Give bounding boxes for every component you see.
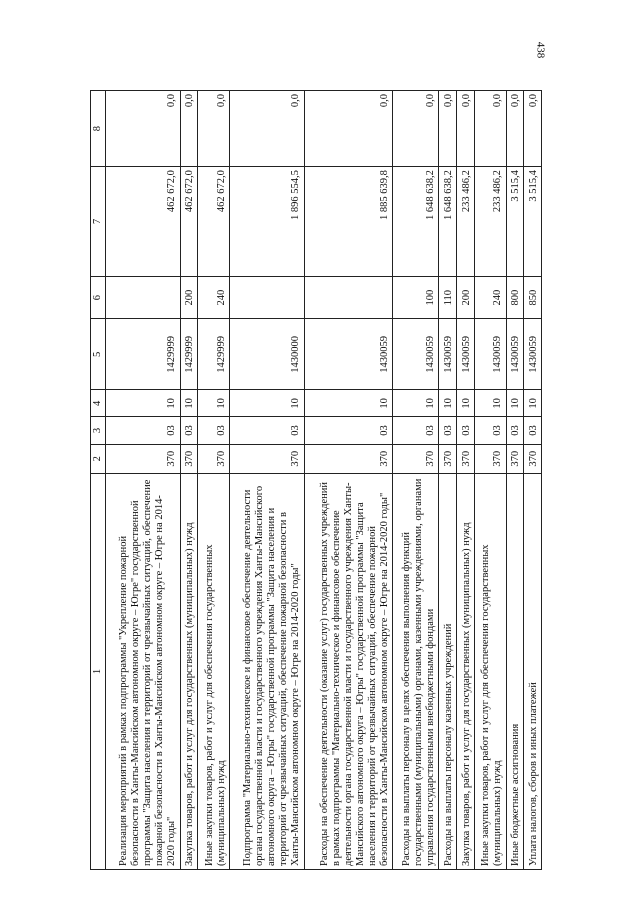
col-header: 7 [91,167,106,277]
cell-amount: 1 648 638,2 [393,167,439,277]
cell-expense-type: 100 [393,276,439,319]
cell-target-article: 1430059 [304,319,393,390]
cell-amount: 462 672,0 [180,167,198,277]
cell-target-article: 1429999 [198,319,230,390]
cell-amount: 3 515,4 [524,167,542,277]
cell-amount: 1 896 554,5 [230,167,304,277]
cell-section: 03 [506,417,524,444]
table-row [106,91,180,870]
cell-subsection: 10 [106,390,180,417]
table-row [180,91,198,870]
cell-expense-type: 850 [524,276,542,319]
cell-amount: 462 672,0 [106,167,180,277]
cell-target-article: 1430000 [230,319,304,390]
cell-target-article: 1430059 [439,319,457,390]
table-row [456,91,474,870]
cell-target-article: 1429999 [180,319,198,390]
budget-table [90,90,542,870]
col-header: 3 [91,417,106,444]
cell-section: 03 [393,417,439,444]
cell-section: 03 [456,417,474,444]
cell-expense-type: 800 [506,276,524,319]
cell-subsection: 10 [304,390,393,417]
cell-admin-code: 370 [180,444,198,473]
cell-subsection: 10 [439,390,457,417]
cell-amount-2: 0,0 [198,91,230,167]
cell-expense-type: 200 [180,276,198,319]
cell-target-article: 1429999 [106,319,180,390]
cell-subsection: 10 [474,390,506,417]
cell-amount: 1 648 638,2 [439,167,457,277]
col-header: 6 [91,276,106,319]
cell-target-article: 1430059 [474,319,506,390]
budget-table-container [90,90,542,870]
cell-admin-code: 370 [230,444,304,473]
cell-subsection: 10 [506,390,524,417]
cell-amount-2: 0,0 [456,91,474,167]
cell-expense-type: 200 [456,276,474,319]
cell-section: 03 [198,417,230,444]
table-row [198,91,230,870]
row-description: Иные закупки товаров, работ и услуг для обеспечения государственных (муниципальных) нужд [198,473,230,869]
cell-admin-code: 370 [198,444,230,473]
row-description: Уплата налогов, сборов и иных платежей [524,473,542,869]
cell-admin-code: 370 [439,444,457,473]
cell-section: 03 [524,417,542,444]
cell-amount-2: 0,0 [180,91,198,167]
cell-target-article: 1430059 [524,319,542,390]
cell-target-article: 1430059 [506,319,524,390]
cell-subsection: 10 [198,390,230,417]
row-description: Расходы на выплаты персоналу казенных учреждений [439,473,457,869]
cell-section: 03 [230,417,304,444]
cell-target-article: 1430059 [393,319,439,390]
cell-subsection: 10 [393,390,439,417]
cell-subsection: 10 [180,390,198,417]
cell-section: 03 [180,417,198,444]
cell-admin-code: 370 [474,444,506,473]
cell-amount-2: 0,0 [439,91,457,167]
cell-section: 03 [439,417,457,444]
table-row [230,91,304,870]
col-header: 4 [91,390,106,417]
cell-amount-2: 0,0 [304,91,393,167]
row-description: Иные бюджетные ассигнования [506,473,524,869]
cell-amount-2: 0,0 [506,91,524,167]
table-row [474,91,506,870]
cell-amount: 233 486,2 [474,167,506,277]
cell-amount-2: 0,0 [474,91,506,167]
cell-section: 03 [304,417,393,444]
page-number: 438 [533,41,546,59]
table-row [506,91,524,870]
row-description: Закупка товаров, работ и услуг для государственных (муниципальных) нужд [180,473,198,869]
table-row [439,91,457,870]
cell-admin-code: 370 [524,444,542,473]
cell-section: 03 [106,417,180,444]
cell-amount: 462 672,0 [198,167,230,277]
cell-expense-type [230,276,304,319]
cell-expense-type: 240 [198,276,230,319]
cell-subsection: 10 [456,390,474,417]
table-row [304,91,393,870]
cell-subsection: 10 [524,390,542,417]
cell-admin-code: 370 [106,444,180,473]
row-description: Реализация мероприятий в рамках подпрограммы "Укрепление пожарной безопасности в Ханты-Мансийском автономном округе – Югре" государственной программы "Защита населения и территорий от чрезвычайных ситуаций, обеспечение пожарной безопасности в Ханты-Мансийском автономном округе – Югре на 2014-2020 годы" [106,473,180,869]
cell-expense-type [304,276,393,319]
cell-expense-type [106,276,180,319]
table-row [524,91,542,870]
cell-expense-type: 110 [439,276,457,319]
cell-admin-code: 370 [304,444,393,473]
row-description: Подпрограмма "Материально-техническое и финансовое обеспечение деятельности органа государственной власти и государственного учреждения Ханты-Мансийского автономного округа – Югры" государственной программы "Защита населения и территорий от чрезвычайных ситуаций, обеспечение пожарной безопасности в Ханты-Мансийском автономном округе – Югре на 2014-2020 годы" [230,473,304,869]
cell-admin-code: 370 [393,444,439,473]
table-row [393,91,439,870]
cell-amount-2: 0,0 [393,91,439,167]
col-header: 8 [91,91,106,167]
cell-amount: 1 885 639,8 [304,167,393,277]
col-header: 5 [91,319,106,390]
cell-amount-2: 0,0 [524,91,542,167]
cell-amount-2: 0,0 [106,91,180,167]
cell-target-article: 1430059 [456,319,474,390]
cell-amount-2: 0,0 [230,91,304,167]
cell-subsection: 10 [230,390,304,417]
header-row [91,91,106,870]
row-description: Расходы на выплаты персоналу в целях обеспечения выполнения функций государственными (муниципальными) органами, казенными учреждениями, органами управления государственными внебюджетными фондами [393,473,439,869]
row-description: Иные закупки товаров, работ и услуг для обеспечения государственных (муниципальных) нужд [474,473,506,869]
cell-amount: 233 486,2 [456,167,474,277]
cell-admin-code: 370 [456,444,474,473]
col-header: 1 [91,473,106,869]
row-description: Расходы на обеспечение деятельности (оказание услуг) государственных учреждений в рамках подпрограммы "Материально-техническое и финансовое обеспечение деятельности органа государственной власти и государственного учреждения Ханты-Мансийского автономного округа – Югры" государственной программы "Защита населения и территорий от чрезвычайных ситуаций, обеспечение пожарной безопасности в Ханты-Мансийском автономном округе – Югре на 2014-2020 годы" [304,473,393,869]
cell-expense-type: 240 [474,276,506,319]
row-description: Закупка товаров, работ и услуг для государственных (муниципальных) нужд [456,473,474,869]
cell-admin-code: 370 [506,444,524,473]
cell-section: 03 [474,417,506,444]
col-header: 2 [91,444,106,473]
cell-amount: 3 515,4 [506,167,524,277]
